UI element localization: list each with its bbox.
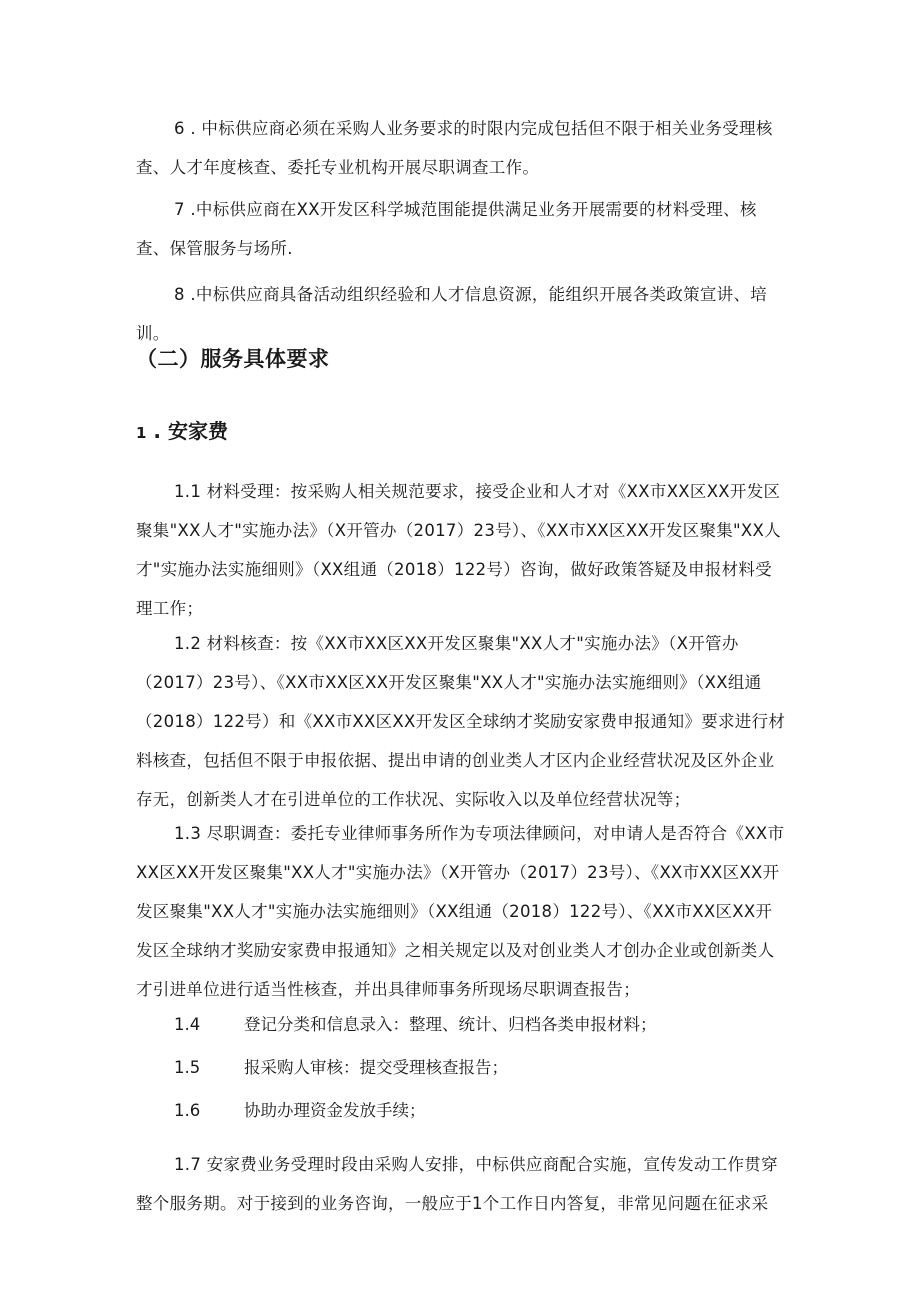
subsection-heading — [136, 416, 228, 448]
clause-number: 1.5 — [174, 1058, 201, 1077]
requirement-item-6: 6 . 中标供应商必须在采购人业务要求的时限内完成包括但不限于相关业务受理核查、人才年度核查、委托专业机构开展尽职调查工作。 — [136, 119, 773, 177]
clause-1-4 — [174, 1010, 657, 1040]
clause-1-3: 1.3 尽职调查：委托专业律师事务所作为专项法律顾问，对申请人是否符合《XX市XX区XX开发区聚集"XX人才"实施办法》（X开管办（2017）23号）、《XX市XX区XX开发区聚集"XX人才"实施办法实施细则》（XX组通（2018）122号）、《XX市XX区XX开发区全球纳才奖励安家费申报通知》之相关规定以及对创业类人才创办企业或创新类人才引进单位进行适当性核查，并出具律师事务所现场尽职调查报告； — [136, 824, 785, 999]
requirement-item-7: 7 .中标供应商在XX开发区科学城范围能提供满足业务开展需要的材料受理、核查、保管服务与场所. — [136, 200, 757, 258]
requirement-item-8: 8 .中标供应商具备活动组织经验和人才信息资源，能组织开展各类政策宣讲、培训。 — [136, 285, 768, 343]
section-heading: （二）服务具体要求 — [136, 347, 330, 371]
clause-1-2: 1.2 材料核查：按《XX市XX区XX开发区聚集"XX人才"实施办法》（X开管办（2017）23号）、《XX市XX区XX开发区聚集"XX人才"实施办法实施细则》（XX组通（2018）122号）和《XX市XX区XX开发区全球纳才奖励安家费申报通知》要求进行材料核查，包括但不限于申报依据、提出申请的创业类人才区内企业经营状况及区外企业存无，创新类人才在引进单位的工作状况、实际收入以及单位经营状况等； — [136, 634, 786, 809]
clause-1-7: 1.7 安家费业务受理时段由采购人安排，中标供应商配合实施，宣传发动工作贯穿整个服务期。对于接到的业务咨询，一般应于1个工作日内答复，非常见问题在征求采 — [136, 1155, 778, 1213]
clause-1-1: 1.1 材料受理：按采购人相关规范要求，接受企业和人才对《XX市XX区XX开发区聚集"XX人才"实施办法》（X开管办（2017）23号）、《XX市XX区XX开发区聚集"XX人才"实施办法实施细则》（XX组通（2018）122号）咨询，做好政策答疑及申报材料受理工作； — [136, 482, 781, 618]
clause-text: 登记分类和信息录入：整理、统计、归档各类申报材料； — [244, 1015, 657, 1034]
clause-text: 报采购人审核：提交受理核查报告； — [244, 1058, 508, 1077]
subsection-number: 1 — [136, 424, 147, 442]
clause-number: 1.6 — [174, 1101, 201, 1120]
clause-text: 协助办理资金发放手续； — [244, 1101, 426, 1120]
clause-1-6 — [174, 1096, 426, 1126]
clause-1-5 — [174, 1053, 508, 1083]
clause-number: 1.4 — [174, 1015, 201, 1034]
subsection-title: . 安家费 — [153, 419, 228, 443]
